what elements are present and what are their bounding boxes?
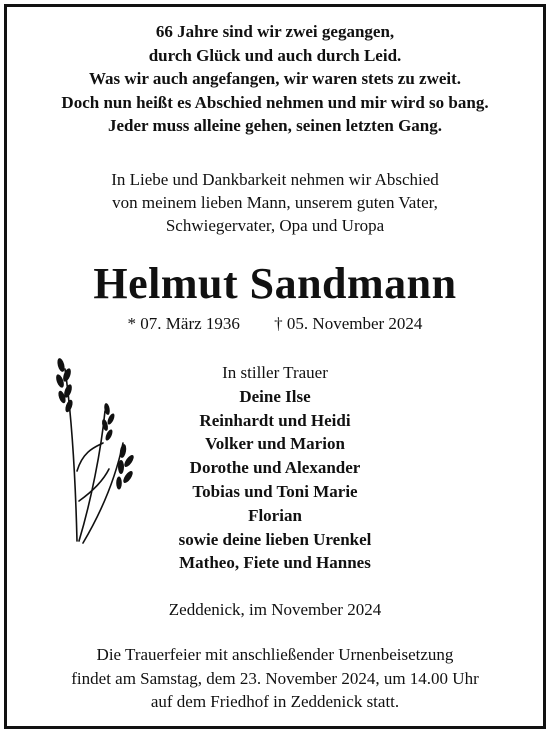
mourners-block bbox=[7, 361, 543, 575]
mourner-name: Volker und Marion bbox=[205, 434, 345, 454]
funeral-line: Die Trauerfeier mit anschließender Urnenbeisetzung bbox=[96, 645, 454, 664]
mourner-name: Dorothe und Alexander bbox=[189, 458, 361, 478]
poem-line: durch Glück und auch durch Leid. bbox=[148, 45, 402, 65]
poem-line: Doch nun heißt es Abschied nehmen und mir wird so bang. bbox=[61, 92, 489, 112]
intro-line: Schwiegervater, Opa und Uropa bbox=[165, 216, 385, 235]
funeral-line: findet am Samstag, dem 23. November 2024, um 14.00 Uhr bbox=[71, 668, 479, 688]
poem bbox=[7, 20, 543, 138]
birth-date: * 07. März 1936 bbox=[127, 314, 240, 333]
obituary-frame bbox=[4, 4, 546, 729]
funeral-info bbox=[7, 643, 543, 714]
life-dates bbox=[7, 313, 543, 335]
funeral-line: auf dem Friedhof in Zeddenick statt. bbox=[150, 692, 400, 711]
mourners-heading: In stiller Trauer bbox=[222, 363, 328, 382]
mourner-name: Tobias und Toni Marie bbox=[192, 481, 358, 501]
intro-line: In Liebe und Dankbarkeit nehmen wir Abschied bbox=[111, 170, 439, 189]
mourner-name: Florian bbox=[248, 505, 302, 525]
poem-line: Jeder muss alleine gehen, seinen letzten Gang. bbox=[108, 116, 442, 135]
mourner-name: sowie deine lieben Urenkel bbox=[178, 529, 372, 549]
deceased-name: Helmut Sandmann bbox=[93, 259, 457, 308]
intro-text bbox=[7, 168, 543, 237]
intro-line: von meinem lieben Mann, unserem guten Vater, bbox=[112, 193, 438, 212]
poem-line: Was wir auch angefangen, wir waren stets zu zweit. bbox=[88, 69, 462, 88]
mourner-name: Reinhardt und Heidi bbox=[199, 410, 351, 430]
death-date: † 05. November 2024 bbox=[274, 314, 423, 333]
place-date: Zeddenick, im November 2024 bbox=[168, 600, 382, 619]
poem-line: 66 Jahre sind wir zwei gegangen, bbox=[155, 22, 395, 41]
mourner-name: Deine Ilse bbox=[239, 386, 311, 406]
mourner-name: Matheo, Fiete und Hannes bbox=[179, 553, 371, 573]
